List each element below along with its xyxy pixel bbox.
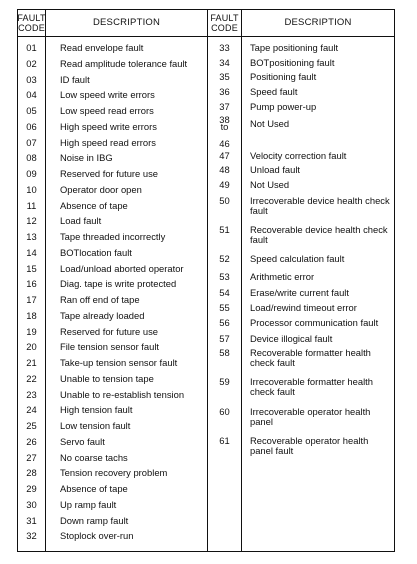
code-header-line2: CODE xyxy=(18,23,45,33)
right-code-header xyxy=(208,10,241,36)
right-fault-description: Irrecoverable device health check fault xyxy=(250,195,390,216)
left-fault-code: 26 xyxy=(26,435,37,447)
left-fault-description: Down ramp fault xyxy=(60,514,129,526)
left-fault-code: 25 xyxy=(26,420,37,431)
left-fault-description: Low speed read errors xyxy=(60,105,154,116)
left-description-header: DESCRIPTION xyxy=(92,17,161,28)
left-fault-code: 10 xyxy=(26,183,37,195)
left-fault-code: 08 xyxy=(26,152,37,164)
right-fault-code: 46 xyxy=(219,138,230,149)
right-fault-description: Not Used xyxy=(250,118,290,129)
right-fault-description: Velocity correction fault xyxy=(250,150,347,161)
left-fault-code: 17 xyxy=(26,294,37,305)
left-fault-description: Diag. tape is write protected xyxy=(60,278,177,290)
right-fault-description: Processor communication fault xyxy=(250,317,379,328)
column-divider-left-code xyxy=(45,10,46,551)
right-fault-description: Erase/write current fault xyxy=(250,287,349,298)
right-fault-description: Tape positioning fault xyxy=(250,42,339,53)
left-fault-description: No coarse tachs xyxy=(60,451,128,463)
right-fault-description: Not Used xyxy=(250,179,290,190)
right-fault-code: 61 xyxy=(219,435,230,446)
left-fault-description: Read amplitude tolerance fault xyxy=(60,57,188,69)
left-fault-description: High speed read errors xyxy=(60,136,156,148)
right-fault-description: Unload fault xyxy=(250,164,301,175)
left-fault-description: Tension recovery problem xyxy=(60,467,168,479)
left-fault-code: 15 xyxy=(26,262,37,274)
right-fault-description: Recoverable formatter health check fault xyxy=(250,347,371,368)
left-fault-description: Load/unload aborted operator xyxy=(60,262,184,274)
right-fault-description: Speed calculation fault xyxy=(250,253,345,264)
right-fault-description: Arithmetic error xyxy=(250,271,315,282)
left-fault-description: Operator door open xyxy=(60,183,142,195)
left-fault-code: 29 xyxy=(26,483,37,494)
left-fault-code: 06 xyxy=(26,120,37,132)
right-fault-description: Positioning fault xyxy=(250,71,317,82)
left-fault-description: File tension sensor fault xyxy=(60,341,160,353)
left-fault-code: 16 xyxy=(26,278,37,290)
left-fault-code: 04 xyxy=(26,89,37,101)
left-fault-description: Noise in IBG xyxy=(60,152,113,164)
right-fault-code: 36 xyxy=(219,86,230,97)
left-fault-code: 20 xyxy=(26,341,37,353)
left-fault-description: High speed write errors xyxy=(60,120,157,132)
header-divider xyxy=(18,36,394,37)
left-fault-description: Absence of tape xyxy=(60,483,128,494)
right-description-header: DESCRIPTION xyxy=(284,17,352,28)
left-fault-description: BOTlocation fault xyxy=(60,246,132,258)
left-fault-code: 30 xyxy=(26,498,37,510)
left-fault-description: Read envelope fault xyxy=(60,42,144,53)
left-fault-code: 09 xyxy=(26,168,37,179)
right-fault-code: 60 xyxy=(219,406,230,417)
right-fault-code: 59 xyxy=(219,376,230,387)
left-fault-description: Absence of tape xyxy=(60,199,128,211)
right-fault-code: 37 xyxy=(219,101,230,112)
right-fault-code: 34 xyxy=(219,57,230,68)
fault-code-table xyxy=(17,9,395,552)
left-fault-code: 01 xyxy=(26,42,37,53)
left-fault-code: 19 xyxy=(26,325,37,337)
right-fault-code: 50 xyxy=(219,195,230,206)
left-fault-code: 24 xyxy=(26,404,37,416)
right-fault-description: BOTpositioning fault xyxy=(250,57,335,68)
left-fault-code: 27 xyxy=(26,451,37,463)
left-fault-description: Up ramp fault xyxy=(60,498,117,510)
left-fault-code: 12 xyxy=(26,215,37,227)
right-fault-code: 52 xyxy=(219,253,230,264)
left-fault-description: Load fault xyxy=(60,215,102,227)
right-fault-code: 49 xyxy=(219,179,230,190)
right-fault-description: Load/rewind timeout error xyxy=(250,302,357,313)
left-fault-description: Tape already loaded xyxy=(60,309,145,321)
left-fault-code: 18 xyxy=(26,309,37,321)
left-fault-description: Stoplock over-run xyxy=(60,530,134,542)
left-fault-description: Reserved for future use xyxy=(60,168,158,179)
right-fault-description: Speed fault xyxy=(250,86,298,97)
left-fault-code: 14 xyxy=(26,246,37,258)
left-fault-code: 02 xyxy=(26,57,37,69)
left-fault-description: Unable to re-establish tension xyxy=(60,388,185,400)
right-fault-code: 35 xyxy=(219,71,230,82)
left-fault-code: 07 xyxy=(26,136,37,148)
left-fault-code: 21 xyxy=(26,357,37,368)
right-fault-code: 54 xyxy=(219,287,230,298)
right-fault-code: 38 to xyxy=(219,114,230,132)
code-header-line2: CODE xyxy=(211,23,238,33)
code-header-line1: FAULT xyxy=(17,13,46,23)
right-fault-code: 47 xyxy=(219,150,230,161)
right-fault-code: 58 xyxy=(219,347,230,358)
right-fault-description: Device illogical fault xyxy=(250,333,333,344)
left-fault-description: High tension fault xyxy=(60,404,133,416)
right-fault-code: 53 xyxy=(219,271,230,282)
right-fault-description: Recoverable operator health panel fault xyxy=(250,435,369,456)
right-fault-code: 51 xyxy=(219,224,230,235)
code-header-line1: FAULT xyxy=(210,13,239,23)
left-fault-description: Tape threaded incorrectly xyxy=(60,231,166,242)
right-fault-description: Irrecoverable operator health panel xyxy=(250,406,371,427)
column-divider-right-code xyxy=(241,10,242,551)
left-fault-description: Take-up tension sensor fault xyxy=(60,357,178,368)
left-fault-description: Low tension fault xyxy=(60,420,131,431)
left-fault-description: Ran off end of tape xyxy=(60,294,140,305)
left-fault-code: 23 xyxy=(26,388,37,400)
right-fault-code: 33 xyxy=(219,42,230,53)
left-fault-code: 28 xyxy=(26,467,37,479)
right-fault-description: Recoverable device health check fault xyxy=(250,224,388,245)
left-fault-description: ID fault xyxy=(60,73,90,85)
left-code-header xyxy=(18,10,45,36)
right-fault-code: 57 xyxy=(219,333,230,344)
left-fault-code: 05 xyxy=(26,105,37,116)
left-fault-code: 31 xyxy=(26,514,37,526)
right-fault-code: 55 xyxy=(219,302,230,313)
left-fault-code: 22 xyxy=(26,372,37,384)
left-fault-code: 03 xyxy=(26,73,37,85)
left-fault-description: Unable to tension tape xyxy=(60,372,154,384)
right-fault-code: 56 xyxy=(219,317,230,328)
left-fault-code: 11 xyxy=(26,199,37,211)
right-fault-description: Irrecoverable formatter health check fault xyxy=(250,376,373,397)
left-fault-code: 32 xyxy=(26,530,37,542)
left-fault-description: Reserved for future use xyxy=(60,325,158,337)
right-fault-description: Pump power-up xyxy=(250,101,317,112)
left-fault-description: Servo fault xyxy=(60,435,105,447)
left-fault-description: Low speed write errors xyxy=(60,89,155,101)
right-fault-code: 48 xyxy=(219,164,230,175)
left-fault-code: 13 xyxy=(26,231,37,242)
